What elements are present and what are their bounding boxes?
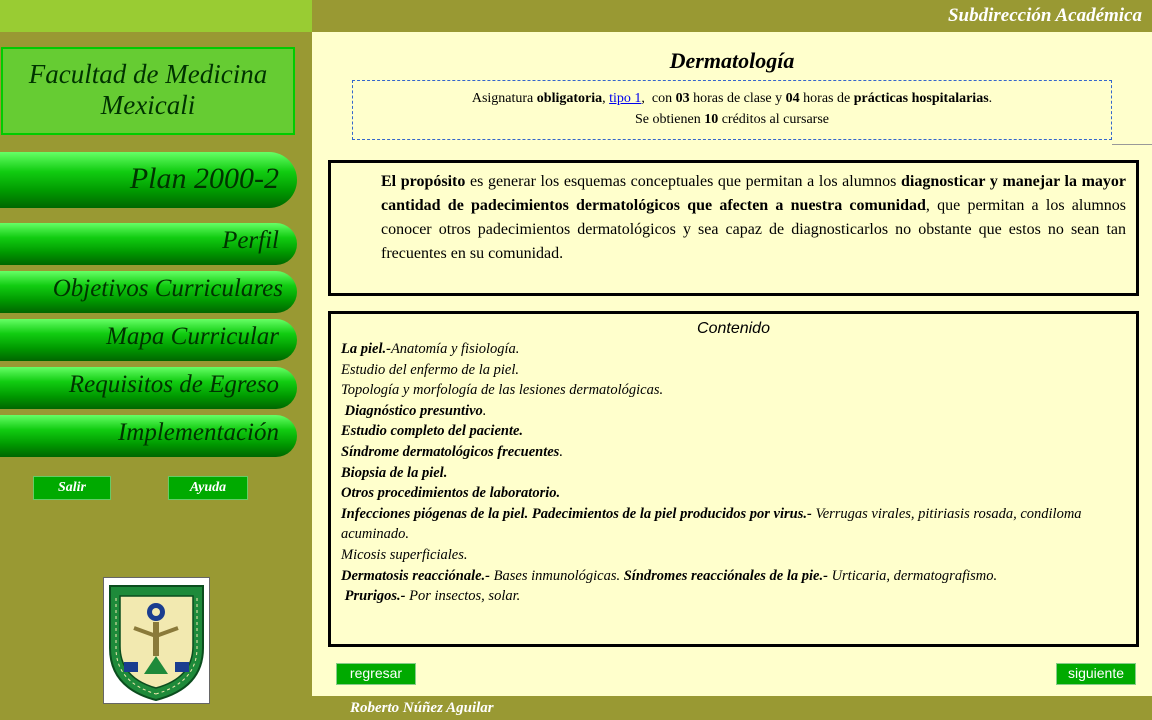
nav-requisitos-button[interactable] [0,367,297,409]
course-type-link[interactable]: tipo 1 [609,91,642,106]
content-item: Síndrome dermatológicos frecuentes. [341,443,563,460]
content-item: Prurigos.- Por insectos, solar. [341,588,521,605]
footer-author: Roberto Núñez Aguilar [350,700,494,716]
nav-requisitos-label: Requisitos de Egreso [68,371,279,398]
next-button[interactable]: siguiente [1056,663,1136,685]
sidebar-top-accent [0,0,312,32]
nav-mapa-label: Mapa Curricular [106,323,279,350]
seal-emblem-icon [104,578,209,703]
content-box [328,311,1139,647]
content-item: Diagnóstico presuntivo. [341,402,487,419]
nav-implementacion-button[interactable] [0,415,297,457]
nav-plan-label: Plan 2000-2 [129,162,279,195]
content-item: Infecciones piógenas de la piel. Padecimientos de la piel producidos por virus.- Verrugas virales, pitiriasis rosada, condiloma acuminado. [341,505,1082,543]
content-heading: Contenido [697,320,770,337]
content-item: Estudio del enfermo de la piel. [341,361,519,378]
course-info-line2: Se obtienen 10 créditos al cursarse [634,112,829,127]
exit-button[interactable]: Salir [33,476,111,500]
faculty-banner[interactable] [1,47,295,135]
header-title: Subdirección Académica [947,5,1142,26]
nav-plan-button[interactable] [0,152,297,208]
help-button[interactable]: Ayuda [168,476,248,500]
course-info-line1: Asignatura obligatoria, tipo 1, con 03 horas de clase y 04 horas de prácticas hospitalarias. [471,91,993,106]
course-info-box [352,80,1112,140]
divider [1112,144,1152,145]
content-item: Topología y morfología de las lesiones dermatológicas. [341,382,664,399]
nav-objetivos-label: Objetivos Curriculares [52,275,283,302]
nav-implementacion-label: Implementación [117,419,279,446]
nav-objetivos-button[interactable] [0,271,297,313]
header-bar [312,0,1152,32]
nav-perfil-button[interactable] [0,223,297,265]
faculty-title: Facultad de Medicina Mexicali [28,59,268,120]
back-button[interactable]: regresar [336,663,416,685]
university-seal-logo [103,577,210,704]
content-item: Dermatosis reacciónale.- Bases inmunológicas. Síndromes reacciónales de la pie.- Urticaria, dermatografismo. [341,567,998,584]
nav-perfil-label: Perfil [222,227,279,254]
purpose-box [328,160,1139,296]
nav-mapa-button[interactable] [0,319,297,361]
content-item: Micosis superficiales. [341,546,468,563]
purpose-text: El propósito es generar los esquemas conceptuales que permitan a los alumnos diagnosticar y manejar la mayor cantidad de padecimientos dermatológicos que afecten a nuestra comunidad, que permitan a los alumnos conocer otros padecimientos dermatológicos y sea capaz de diagnosticarlos no obstante que estos no sean tan frecuentes en su comunidad. [381,173,1127,262]
content-item: Estudio completo del paciente. [341,423,524,440]
content-item: Otros procedimientos de laboratorio. [341,485,561,502]
content-item: La piel.-Anatomía y fisiología. [341,341,520,357]
course-title: Dermatología [669,48,795,73]
content-item: Biopsia de la piel. [341,464,448,481]
